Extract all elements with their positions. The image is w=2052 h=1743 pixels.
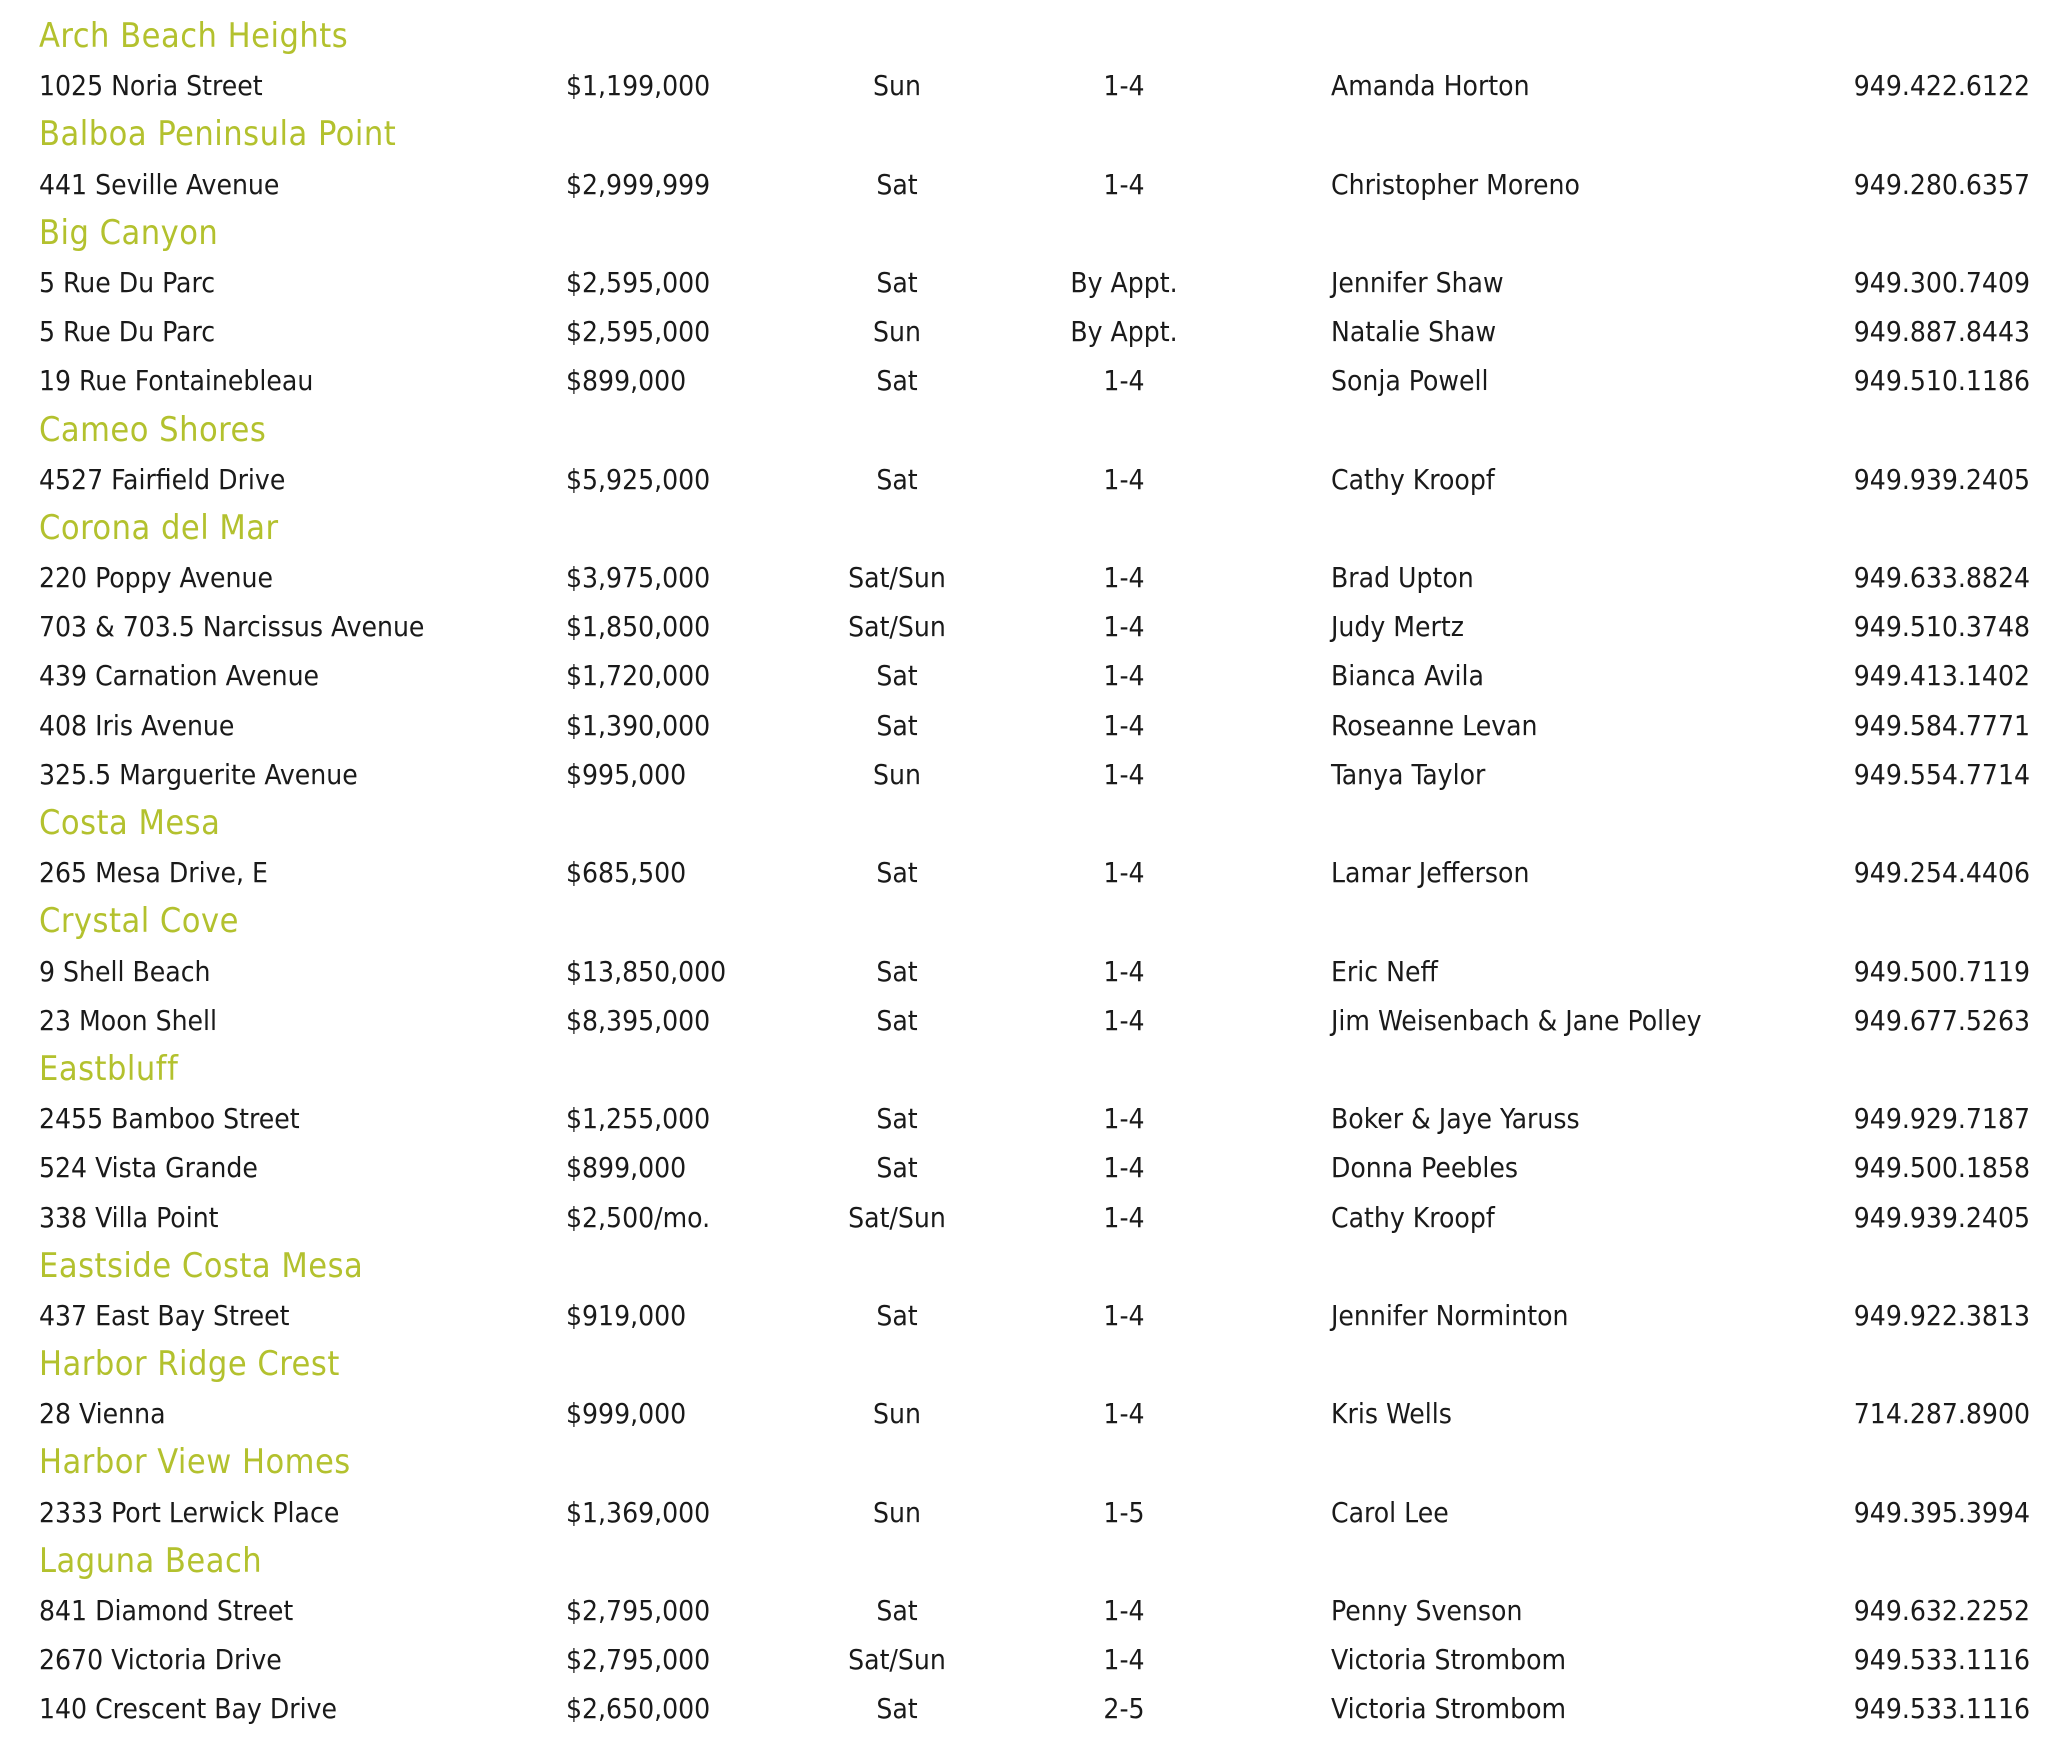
listing-row: [0, 750, 2052, 799]
listing-price: $5,925,000: [566, 462, 711, 496]
listing-row: [0, 1143, 2052, 1192]
neighborhood-section: [0, 897, 2052, 946]
listing-time: 1-4: [1103, 462, 1145, 496]
listing-day: Sat: [876, 1692, 918, 1726]
listing-address: 19 Rue Fontainebleau: [39, 364, 314, 398]
listing-row: [0, 307, 2052, 356]
listing-address: 437 East Bay Street: [39, 1298, 290, 1332]
neighborhood-heading: Eastbluff: [39, 1048, 179, 1089]
listing-phone: 949.633.8824: [1853, 561, 2030, 595]
listing-phone: 949.533.1116: [1853, 1692, 2030, 1726]
listing-address: 1025 Noria Street: [39, 69, 263, 103]
listing-address: 2670 Victoria Drive: [39, 1643, 282, 1677]
neighborhood-heading: Eastside Costa Mesa: [39, 1245, 364, 1286]
listing-row: [0, 1291, 2052, 1340]
listing-agent: Jim Weisenbach & Jane Polley: [1331, 1003, 1702, 1037]
listing-address: 408 Iris Avenue: [39, 708, 235, 742]
listing-time: 1-4: [1103, 1397, 1145, 1431]
listing-price: $2,595,000: [566, 265, 711, 299]
listing-row: [0, 1586, 2052, 1635]
listing-time: 1-4: [1103, 1298, 1145, 1332]
listing-price: $2,795,000: [566, 1594, 711, 1627]
listing-agent: Jennifer Norminton: [1331, 1298, 1569, 1332]
listing-price: $2,595,000: [566, 315, 711, 349]
listing-time: 1-4: [1103, 1594, 1145, 1627]
neighborhood-heading: Big Canyon: [39, 212, 219, 253]
listing-row: [0, 1193, 2052, 1242]
listing-agent: Christopher Moreno: [1331, 167, 1580, 201]
listing-address: 325.5 Marguerite Avenue: [39, 757, 358, 791]
listing-price: $685,500: [566, 856, 687, 890]
listing-day: Sat: [876, 167, 918, 201]
listing-phone: 714.287.8900: [1853, 1397, 2030, 1431]
listing-agent: Donna Peebles: [1331, 1151, 1519, 1185]
listing-row: [0, 947, 2052, 996]
listing-row: [0, 1635, 2052, 1684]
listing-row: [0, 61, 2052, 110]
listing-phone: 949.510.3748: [1853, 610, 2030, 644]
neighborhood-section: [0, 799, 2052, 848]
listing-agent: Boker & Jaye Yaruss: [1331, 1102, 1580, 1136]
listing-phone: 949.632.2252: [1853, 1594, 2030, 1627]
neighborhood-section: [0, 1242, 2052, 1291]
listing-phone: 949.413.1402: [1853, 659, 2030, 693]
listing-address: 703 & 703.5 Narcissus Avenue: [39, 610, 425, 644]
listing-day: Sat: [876, 659, 918, 693]
listing-day: Sat: [876, 1102, 918, 1136]
neighborhood-heading: Harbor View Homes: [39, 1442, 351, 1483]
listing-phone: 949.584.7771: [1853, 708, 2030, 742]
listing-phone: 949.280.6357: [1853, 167, 2030, 201]
listing-address: 9 Shell Beach: [39, 954, 211, 988]
listing-day: Sat/Sun: [848, 1643, 946, 1677]
listing-phone: 949.254.4406: [1853, 856, 2030, 890]
listing-day: Sat: [876, 1151, 918, 1185]
listing-address: 220 Poppy Avenue: [39, 561, 273, 595]
listing-price: $1,369,000: [566, 1495, 711, 1529]
listing-row: [0, 848, 2052, 897]
listing-address: 338 Villa Point: [39, 1200, 219, 1234]
listing-day: Sat: [876, 954, 918, 988]
listing-price: $899,000: [566, 1151, 687, 1185]
listing-day: Sun: [873, 1397, 921, 1431]
neighborhood-section: [0, 1340, 2052, 1389]
listing-agent: Penny Svenson: [1331, 1594, 1523, 1627]
listing-row: [0, 1684, 2052, 1733]
listing-time: 1-4: [1103, 1643, 1145, 1677]
listing-row: [0, 996, 2052, 1045]
neighborhood-heading: Arch Beach Heights: [39, 16, 349, 56]
listing-day: Sun: [873, 1495, 921, 1529]
listing-price: $1,255,000: [566, 1102, 711, 1136]
listing-price: $1,199,000: [566, 69, 711, 103]
listing-phone: 949.922.3813: [1853, 1298, 2030, 1332]
listing-day: Sun: [873, 69, 921, 103]
listing-row: [0, 160, 2052, 209]
listing-row: [0, 258, 2052, 307]
listing-price: $899,000: [566, 364, 687, 398]
listing-day: Sat: [876, 462, 918, 496]
listing-agent: Victoria Strombom: [1331, 1692, 1567, 1726]
listing-row: [0, 1094, 2052, 1143]
listing-time: 1-4: [1103, 659, 1145, 693]
listing-agent: Brad Upton: [1331, 561, 1474, 595]
listing-time: 1-4: [1103, 757, 1145, 791]
listing-phone: 949.554.7714: [1853, 757, 2030, 791]
neighborhood-section: [0, 12, 2052, 61]
listing-phone: 949.939.2405: [1853, 1200, 2030, 1234]
listing-day: Sun: [873, 315, 921, 349]
listing-address: 5 Rue Du Parc: [39, 315, 216, 349]
listing-day: Sat: [876, 1298, 918, 1332]
listing-address: 5 Rue Du Parc: [39, 265, 216, 299]
listing-agent: Roseanne Levan: [1331, 708, 1538, 742]
listing-time: 1-4: [1103, 1003, 1145, 1037]
listing-time: 1-4: [1103, 856, 1145, 890]
listing-phone: 949.500.1858: [1853, 1151, 2030, 1185]
listing-row: [0, 651, 2052, 700]
listing-phone: 949.500.7119: [1853, 954, 2030, 988]
listing-agent: Bianca Avila: [1331, 659, 1484, 693]
listing-agent: Natalie Shaw: [1331, 315, 1497, 349]
listing-time: 1-4: [1103, 610, 1145, 644]
listing-phone: 949.422.6122: [1853, 69, 2030, 103]
listing-day: Sat/Sun: [848, 610, 946, 644]
listing-price: $999,000: [566, 1397, 687, 1431]
listing-phone: 949.300.7409: [1853, 265, 2030, 299]
listing-phone: 949.887.8443: [1853, 315, 2030, 349]
listing-price: $13,850,000: [566, 954, 727, 988]
listing-price: $2,795,000: [566, 1643, 711, 1677]
listing-phone: 949.510.1186: [1853, 364, 2030, 398]
neighborhood-heading: Corona del Mar: [39, 507, 279, 548]
neighborhood-heading: Laguna Beach: [39, 1540, 263, 1581]
neighborhood-section: [0, 504, 2052, 553]
listing-time: 1-4: [1103, 1102, 1145, 1136]
open-house-listings: [0, 12, 2052, 1734]
listing-phone: 949.939.2405: [1853, 462, 2030, 496]
listing-agent: Cathy Kroopf: [1331, 1200, 1495, 1234]
neighborhood-section: [0, 406, 2052, 455]
listing-day: Sat/Sun: [848, 1200, 946, 1234]
neighborhood-heading: Balboa Peninsula Point: [39, 114, 397, 155]
listing-time: 1-4: [1103, 954, 1145, 988]
neighborhood-section: [0, 1537, 2052, 1586]
listing-address: 28 Vienna: [39, 1397, 166, 1431]
listing-time: 1-4: [1103, 708, 1145, 742]
listing-row: [0, 602, 2052, 651]
listing-price: $1,390,000: [566, 708, 711, 742]
listing-agent: Amanda Horton: [1331, 69, 1530, 103]
listing-price: $919,000: [566, 1298, 687, 1332]
listing-row: [0, 1389, 2052, 1438]
neighborhood-section: [0, 110, 2052, 159]
listing-address: 23 Moon Shell: [39, 1003, 218, 1037]
neighborhood-heading: Crystal Cove: [39, 901, 239, 942]
listing-phone: 949.929.7187: [1853, 1102, 2030, 1136]
listing-agent: Cathy Kroopf: [1331, 462, 1495, 496]
listing-time: 1-4: [1103, 167, 1145, 201]
listing-time: 1-4: [1103, 1151, 1145, 1185]
listing-row: [0, 701, 2052, 750]
listing-time: 1-4: [1103, 1200, 1145, 1234]
listing-time: By Appt.: [1070, 315, 1178, 349]
listing-price: $1,720,000: [566, 659, 711, 693]
listing-time: 2-5: [1103, 1692, 1145, 1726]
listing-day: Sat: [876, 265, 918, 299]
listing-day: Sat: [876, 708, 918, 742]
listing-row: [0, 356, 2052, 405]
listing-price: $8,395,000: [566, 1003, 711, 1037]
neighborhood-heading: Costa Mesa: [39, 803, 221, 843]
listing-agent: Carol Lee: [1331, 1495, 1449, 1529]
neighborhood-section: [0, 209, 2052, 258]
listing-time: 1-5: [1103, 1495, 1145, 1529]
listing-agent: Lamar Jefferson: [1331, 856, 1530, 890]
neighborhood-section: [0, 1045, 2052, 1094]
listing-address: 441 Seville Avenue: [39, 167, 280, 201]
listing-agent: Kris Wells: [1331, 1397, 1452, 1431]
listing-price: $2,650,000: [566, 1692, 711, 1726]
listing-time: 1-4: [1103, 69, 1145, 103]
listing-phone: 949.395.3994: [1853, 1495, 2030, 1529]
listing-agent: Victoria Strombom: [1331, 1643, 1567, 1677]
listing-address: 4527 Fairfield Drive: [39, 462, 286, 496]
listing-day: Sat/Sun: [848, 561, 946, 595]
listing-day: Sat: [876, 1594, 918, 1627]
listing-agent: Tanya Taylor: [1331, 757, 1486, 791]
listing-time: 1-4: [1103, 561, 1145, 595]
listing-address: 265 Mesa Drive, E: [39, 856, 268, 890]
listing-time: 1-4: [1103, 364, 1145, 398]
listing-day: Sat: [876, 1003, 918, 1037]
listing-address: 140 Crescent Bay Drive: [39, 1692, 337, 1726]
listing-address: 2455 Bamboo Street: [39, 1102, 300, 1136]
listing-day: Sat: [876, 364, 918, 398]
listing-agent: Sonja Powell: [1331, 364, 1489, 398]
listing-agent: Judy Mertz: [1331, 610, 1464, 644]
listing-price: $995,000: [566, 757, 687, 791]
listing-agent: Jennifer Shaw: [1331, 265, 1504, 299]
listing-address: 524 Vista Grande: [39, 1151, 258, 1185]
listing-day: Sat: [876, 856, 918, 890]
listing-address: 439 Carnation Avenue: [39, 659, 320, 693]
listing-price: $2,999,999: [566, 167, 711, 201]
listing-row: [0, 1488, 2052, 1537]
listing-price: $3,975,000: [566, 561, 711, 595]
listing-day: Sun: [873, 757, 921, 791]
listing-row: [0, 455, 2052, 504]
listing-address: 2333 Port Lerwick Place: [39, 1495, 340, 1529]
neighborhood-section: [0, 1438, 2052, 1487]
listing-row: [0, 553, 2052, 602]
neighborhood-heading: Cameo Shores: [39, 409, 267, 450]
listing-price: $1,850,000: [566, 610, 711, 644]
listing-phone: 949.677.5263: [1853, 1003, 2030, 1037]
listing-phone: 949.533.1116: [1853, 1643, 2030, 1677]
neighborhood-heading: Harbor Ridge Crest: [39, 1344, 340, 1385]
listing-price: $2,500/mo.: [566, 1200, 711, 1234]
listing-time: By Appt.: [1070, 265, 1178, 299]
listing-address: 841 Diamond Street: [39, 1594, 294, 1627]
listing-agent: Eric Neff: [1331, 954, 1438, 988]
